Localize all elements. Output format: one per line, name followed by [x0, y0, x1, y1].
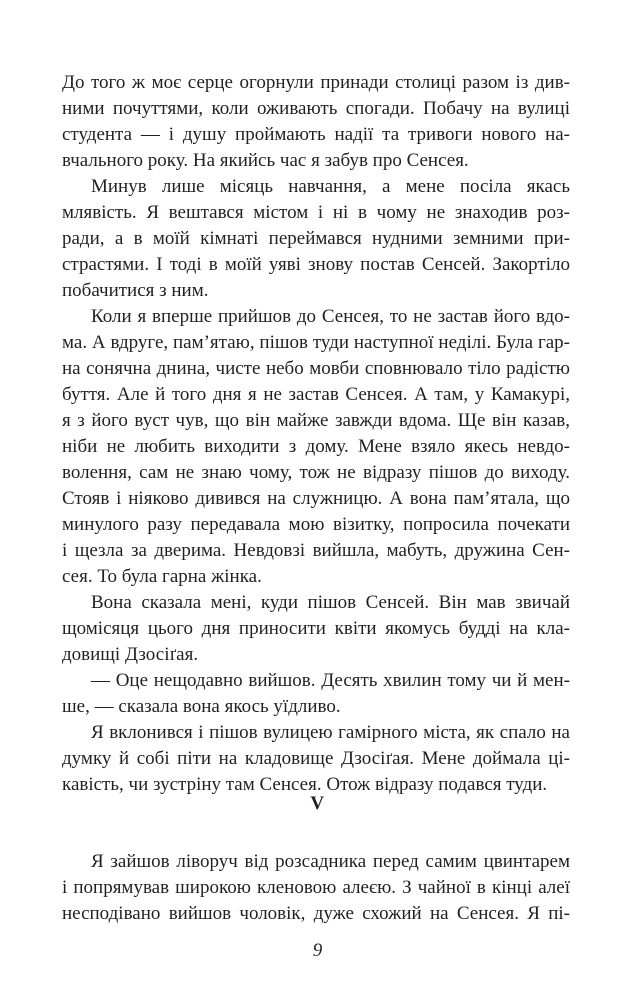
text-line: вчального року. На якийсь час я забув про Сенсея. [62, 150, 469, 171]
text-line: буття. Але й того дня я не застав Сенсея. А там, у Камакурі, [62, 384, 570, 405]
section-heading: V [310, 793, 325, 814]
page-number: 9 [312, 940, 323, 961]
text-line: волення, сам не знаю чому, тож не відразу пішов до виходу. [62, 462, 570, 483]
text-line: — Оце нещодавно вийшов. Десять хвилин тому чи й мен- [91, 670, 570, 691]
text-line: ніби не любить виходити з дому. Мене взяло якесь невдо- [62, 436, 570, 457]
text-line: сея. То була гарна жінка. [62, 566, 262, 587]
text-line: я з його вуст чув, що він майже завжди вдома. Ще він казав, [62, 410, 570, 431]
text-line: ними почуттями, коли оживають спогади. Побачу на вулиці [62, 98, 570, 119]
text-line: думку й собі піти на кладовище Дзосіґая. Мене доймала ці- [62, 748, 570, 769]
text-line: Коли я вперше прийшов до Сенсея, то не застав його вдо- [91, 306, 570, 327]
text-line: і щезла за дверима. Невдовзі вийшла, мабуть, дружина Сен- [62, 540, 570, 561]
text-line: кавість, чи зустріну там Сенсея. Отож відразу подався туди. [62, 774, 548, 795]
text-line: Вона сказала мені, куди пішов Сенсей. Він мав звичай [91, 592, 570, 613]
text-line: До того ж моє серце огорнули принади столиці разом із див- [62, 72, 570, 93]
text-line: довищі Дзосіґая. [62, 644, 199, 665]
text-line: Я вклонився і пішов вулицею гамірного міста, як спало на [91, 722, 570, 743]
text-line: і попрямував широкою кленовою алеєю. З чайної в кінці алеї [62, 877, 570, 898]
text-line: студента — і душу проймають надії та тривоги нового на- [62, 124, 570, 145]
text-line: ма. А вдруге, пам’ятаю, пішов туди наступної неділі. Була гар- [62, 332, 570, 353]
text-line: Стояв і ніяково дивився на служницю. А вона пам’ятала, що [62, 488, 570, 509]
text-line: Минув лише місяць навчання, а мене посіла якась [91, 176, 570, 197]
text-line: Я зайшов ліворуч від розсадника перед самим цвинтарем [91, 851, 570, 872]
text-line: щомісяця цього дня приносити квіти якомусь будді на кла- [62, 618, 570, 639]
text-line: побачитися з ним. [62, 280, 209, 301]
text-line: минулого разу передавала мою візитку, попросила почекати [62, 514, 570, 535]
text-line: несподівано вийшов чоловік, дуже схожий на Сенсея. Я пі- [62, 903, 570, 924]
text-line: ше, — сказала вона якось уїдливо. [62, 696, 341, 717]
text-line: на сонячна днина, чисте небо мовби сповнювало тіло радістю [62, 358, 570, 379]
text-line: ради, а в моїй кімнаті переймався нудними земними при- [62, 228, 570, 249]
text-line: страстями. І тоді в моїй уяві знову постав Сенсей. Закортіло [62, 254, 570, 275]
text-line: млявість. Я вештався містом і ні в чому не знаходив роз- [62, 202, 570, 223]
